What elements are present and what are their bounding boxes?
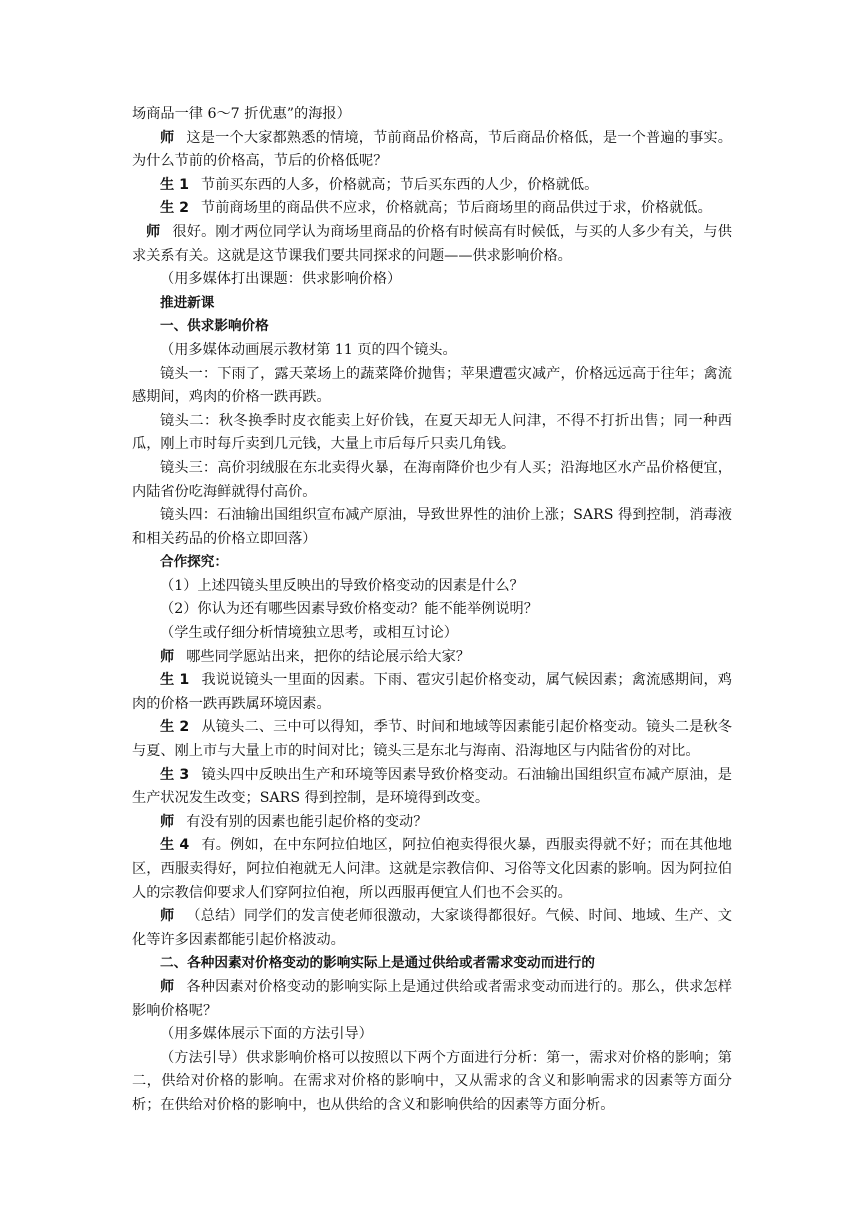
- paragraph-text: 从镜头二、三中可以得知，季节、时间和地域等因素能引起价格变动。镜头二是秋冬与夏、刚上市与大量上市的时间对比；镜头三是东北与海南、沿海地区与内陆省份的对比。: [132, 719, 732, 760]
- dialogue-paragraph: [132, 174, 732, 198]
- dialogue-paragraph: [132, 811, 732, 835]
- speaker-label: 师: [160, 978, 175, 995]
- speaker-label: 生 2: [160, 719, 190, 736]
- paragraph-text: 各种因素对价格变动的影响实际上是通过供给或者需求变动而进行的。那么，供求怎样影响价格呢？: [132, 978, 732, 1019]
- paragraph-text: （学生或仔细分析情境独立思考，或相互讨论）: [160, 625, 458, 642]
- paragraph-text: 这是一个大家都熟悉的情境，节前商品价格高，节后商品价格低，是一个普遍的事实。为什么节前的价格高，节后的价格低呢？: [132, 129, 732, 170]
- paragraph-text: 镜头一：下雨了，露天菜场上的蔬菜降价抛售；苹果遭雹灾减产，价格远远高于往年；禽流感期间，鸡肉的价格一跌再跌。: [132, 365, 732, 406]
- dialogue-paragraph: [132, 976, 732, 1023]
- paragraph-text: 有。例如，在中东阿拉伯地区，阿拉伯袍卖得很火暴，西服卖得就不好；而在其他地区，西服卖得好，阿拉伯袍就无人问津。这就是宗教信仰、习俗等文化因素的影响。因为阿拉伯人的宗教信仰要求人们穿阿拉伯袍，所以西服再便宜人们也不会买的。: [132, 837, 732, 901]
- paragraph-text: （2）你认为还有哪些因素导致价格变动？能不能举例说明？: [160, 601, 538, 618]
- dialogue-paragraph: [132, 905, 732, 952]
- body-paragraph: [132, 363, 732, 410]
- speaker-label: 生 4: [160, 837, 190, 854]
- paragraph-text: 哪些同学愿站出来，把你的结论展示给大家？: [186, 648, 470, 665]
- dialogue-paragraph: [132, 646, 732, 670]
- body-paragraph: [132, 457, 732, 504]
- speaker-label: 生 1: [160, 176, 189, 193]
- section-heading: [132, 551, 732, 575]
- heading-text: 一、供求影响价格: [160, 318, 269, 335]
- speaker-label: 师: [160, 129, 175, 146]
- body-paragraph: [132, 598, 732, 622]
- paragraph-text: 镜头三：高价羽绒服在东北卖得火暴，在海南降价也少有人买；沿海地区水产品价格便宜，内陆省份吃海鲜就得付高价。: [132, 459, 732, 500]
- paragraph-text: （用多媒体打出课题：供求影响价格）: [160, 271, 402, 288]
- heading-text: 推进新课: [160, 294, 215, 311]
- speaker-label: 师: [160, 813, 175, 830]
- body-paragraph: [132, 103, 732, 127]
- speaker-label: 师: [160, 908, 175, 925]
- lesson-text-body: [132, 103, 732, 1118]
- body-paragraph: [132, 1047, 732, 1118]
- paragraph-text: 镜头四中反映出生产和环境等因素导致价格变动。石油输出国组织宣布减产原油，是生产状况发生改变；SARS 得到控制，是环境得到改变。: [132, 766, 732, 807]
- heading-text: 合作探究：: [160, 554, 228, 571]
- paragraph-text: （1）上述四镜头里反映出的导致价格变动的因素是什么？: [160, 577, 524, 594]
- paragraph-text: 有没有别的因素也能引起价格的变动？: [186, 813, 428, 830]
- dialogue-paragraph: [132, 834, 732, 905]
- paragraph-text: 镜头二：秋冬换季时皮衣能卖上好价钱，在夏天却无人问津，不得不打折出售；同一种西瓜，刚上市时每斤卖到几元钱，大量上市后每斤只卖几角钱。: [132, 412, 732, 453]
- speaker-label: 生 1: [160, 672, 190, 689]
- body-paragraph: [132, 504, 732, 551]
- paragraph-text: 节前商场里的商品供不应求，价格就高；节后商场里的商品供过于求，价格就低。: [201, 200, 712, 217]
- speaker-label: 生 3: [160, 766, 190, 783]
- section-heading: [132, 952, 732, 976]
- dialogue-paragraph: [132, 669, 732, 716]
- body-paragraph: [132, 575, 732, 599]
- body-paragraph: [132, 410, 732, 457]
- section-heading: [132, 315, 732, 339]
- paragraph-text: 很好。刚才两位同学认为商场里商品的价格有时候高有时候低，与买的人多少有关，与供求关系有关。这就是这节课我们要共同探求的问题——供求影响价格。: [132, 223, 732, 264]
- paragraph-text: （总结）同学们的发言使老师很激动，大家谈得都很好。气候、时间、地域、生产、文化等许多因素都能引起价格波动。: [132, 908, 732, 948]
- dialogue-paragraph: [132, 716, 732, 763]
- dialogue-paragraph: [132, 221, 732, 268]
- paragraph-text: 节前买东西的人多，价格就高；节后买东西的人少，价格就低。: [201, 176, 599, 193]
- paragraph-text: （方法引导）供求影响价格可以按照以下两个方面进行分析：第一，需求对价格的影响；第二，供给对价格的影响。在需求对价格的影响中，又从需求的含义和影响需求的因素等方面分析；在供给对价格的影响中，也从供给的含义和影响供给的因素等方面分析。: [132, 1049, 732, 1113]
- section-heading: [132, 292, 732, 316]
- body-paragraph: [132, 622, 732, 646]
- dialogue-paragraph: [132, 197, 732, 221]
- paragraph-text: 场商品一律 6～7 折优惠”的海报）: [132, 106, 351, 122]
- speaker-label: 师: [146, 223, 161, 240]
- paragraph-text: （用多媒体动画展示教材第 11 页的四个镜头。: [160, 341, 457, 358]
- paragraph-text: （用多媒体展示下面的方法引导）: [160, 1026, 373, 1043]
- speaker-label: 生 2: [160, 200, 189, 217]
- body-paragraph: [132, 339, 732, 363]
- dialogue-paragraph: [132, 127, 732, 174]
- heading-text: 二、各种因素对价格变动的影响实际上是通过供给或者需求变动而进行的: [160, 955, 595, 972]
- dialogue-paragraph: [132, 764, 732, 811]
- speaker-label: 师: [160, 648, 175, 665]
- paragraph-text: 我说说镜头一里面的因素。下雨、雹灾引起价格变动，属气候因素；禽流感期间，鸡肉的价格一跌再跌属环境因素。: [132, 672, 732, 712]
- paragraph-text: 镜头四：石油输出国组织宣布减产原油，导致世界性的油价上涨；SARS 得到控制，消毒液和相关药品的价格立即回落）: [132, 507, 732, 547]
- body-paragraph: [132, 1023, 732, 1047]
- body-paragraph: [132, 268, 732, 292]
